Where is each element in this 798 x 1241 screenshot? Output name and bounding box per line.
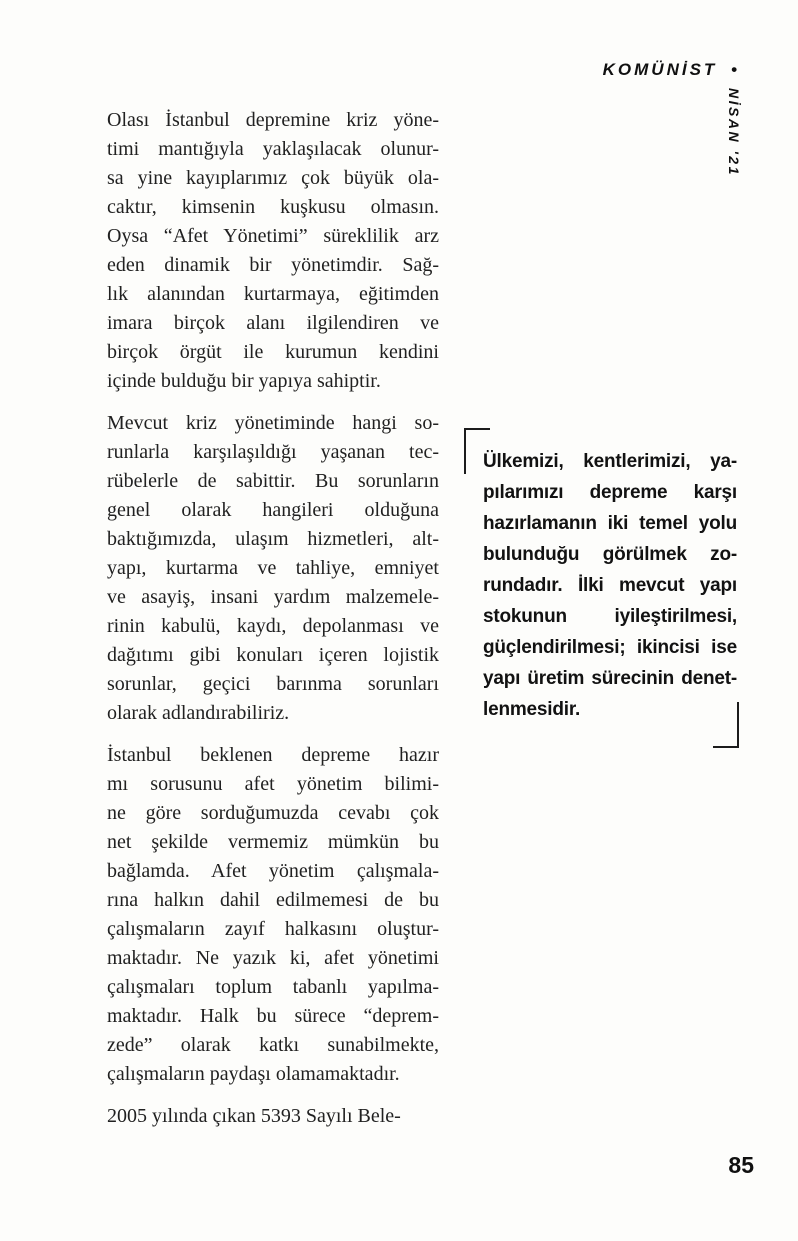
text-line: Oysa “Afet Yönetimi” süreklilik arz (107, 225, 439, 247)
text-line: yapı üretim sürecinin denet- (483, 668, 737, 689)
text-line: bulunduğu görülmek zo- (483, 544, 737, 565)
text-line: stokunun iyileştirilmesi, (483, 606, 737, 627)
text-line: pılarımızı depreme karşı (483, 482, 737, 503)
article-column (107, 106, 439, 1144)
text-line: çalışmaların paydaşı olamamaktadır. (107, 1063, 400, 1085)
page-number: 85 (728, 1152, 754, 1178)
text-line: lenmesidir. (483, 699, 581, 720)
text-line: zede” olarak katkı sunabilmekte, (107, 1034, 439, 1056)
text-line: eden dinamik bir yönetimdir. Sağ- (107, 254, 439, 276)
pullquote-bracket-bottom (713, 702, 739, 748)
text-line: rinin kabulü, kaydı, depolanması ve (107, 615, 439, 637)
text-line: maktadır. Ne yazık ki, afet yönetimi (107, 947, 439, 969)
text-line: caktır, kimsenin kuşkusu olmasın. (107, 196, 439, 218)
magazine-title: KOMÜNİST (602, 60, 718, 79)
text-line: sorunlar, geçici barınma sorunları (107, 673, 439, 695)
text-line: genel olarak hangileri olduğuna (107, 499, 439, 521)
text-line: bağlamda. Afet yönetim çalışmala- (107, 860, 439, 882)
text-line: hazırlamanın iki temel yolu (483, 513, 737, 534)
text-line: ve asayiş, insani yardım malzemele- (107, 586, 439, 608)
text-line: maktadır. Halk bu sürece “deprem- (107, 1005, 439, 1027)
text-line: olarak adlandırabiliriz. (107, 702, 290, 724)
text-line: timi mantığıyla yaklaşılacak olunur- (107, 138, 439, 160)
text-line: baktığımızda, ulaşım hizmetleri, alt- (107, 528, 439, 550)
text-line: İstanbul beklenen depreme hazır (107, 744, 439, 766)
text-line: yapı, kurtarma ve tahliye, emniyet (107, 557, 439, 579)
text-line: rundadır. İlki mevcut yapı (483, 575, 737, 596)
text-line: Mevcut kriz yönetiminde hangi so- (107, 412, 439, 434)
text-line: birçok örgüt ile kurumun kendini (107, 341, 439, 363)
text-line: sa yine kayıplarımız çok büyük ola- (107, 167, 439, 189)
text-line: ne göre sorduğumuzda cevabı çok (107, 802, 439, 824)
text-line: mı sorusunu afet yönetim bilimi- (107, 773, 439, 795)
text-line: dağıtımı gibi konuları içeren lojistik (107, 644, 439, 666)
paragraph-4 (107, 1102, 439, 1131)
text-line: lık alanından kurtarmaya, eğitimden (107, 283, 439, 305)
pullquote (483, 446, 737, 725)
text-line: içinde bulduğu bir yapıya sahiptir. (107, 370, 381, 392)
issue-date-vertical: NİSAN '21 (726, 88, 742, 177)
paragraph-3 (107, 741, 439, 1089)
text-line: net şekilde vermemiz mümkün bu (107, 831, 439, 853)
paragraph-1 (107, 106, 439, 396)
paragraph-2 (107, 409, 439, 728)
text-line: çalışmaları toplum tabanlı yapılma- (107, 976, 439, 998)
text-line: rına halkın dahil edilmemesi de bu (107, 889, 439, 911)
text-line: Ülkemizi, kentlerimizi, ya- (483, 451, 737, 472)
text-line: çalışmaların zayıf halkasını oluştur- (107, 918, 439, 940)
text-line: imara birçok alanı ilgilendiren ve (107, 312, 439, 334)
text-line: runlarla karşılaşıldığı yaşanan tec- (107, 441, 439, 463)
text-line: 2005 yılında çıkan 5393 Sayılı Bele- (107, 1105, 401, 1127)
masthead-bullet-icon: • (731, 60, 737, 79)
masthead (603, 60, 737, 80)
text-line: güçlendirilmesi; ikincisi ise (483, 637, 737, 658)
text-line: Olası İstanbul depremine kriz yöne- (107, 109, 439, 131)
text-line: rübelerle de sabittir. Bu sorunların (107, 470, 439, 492)
